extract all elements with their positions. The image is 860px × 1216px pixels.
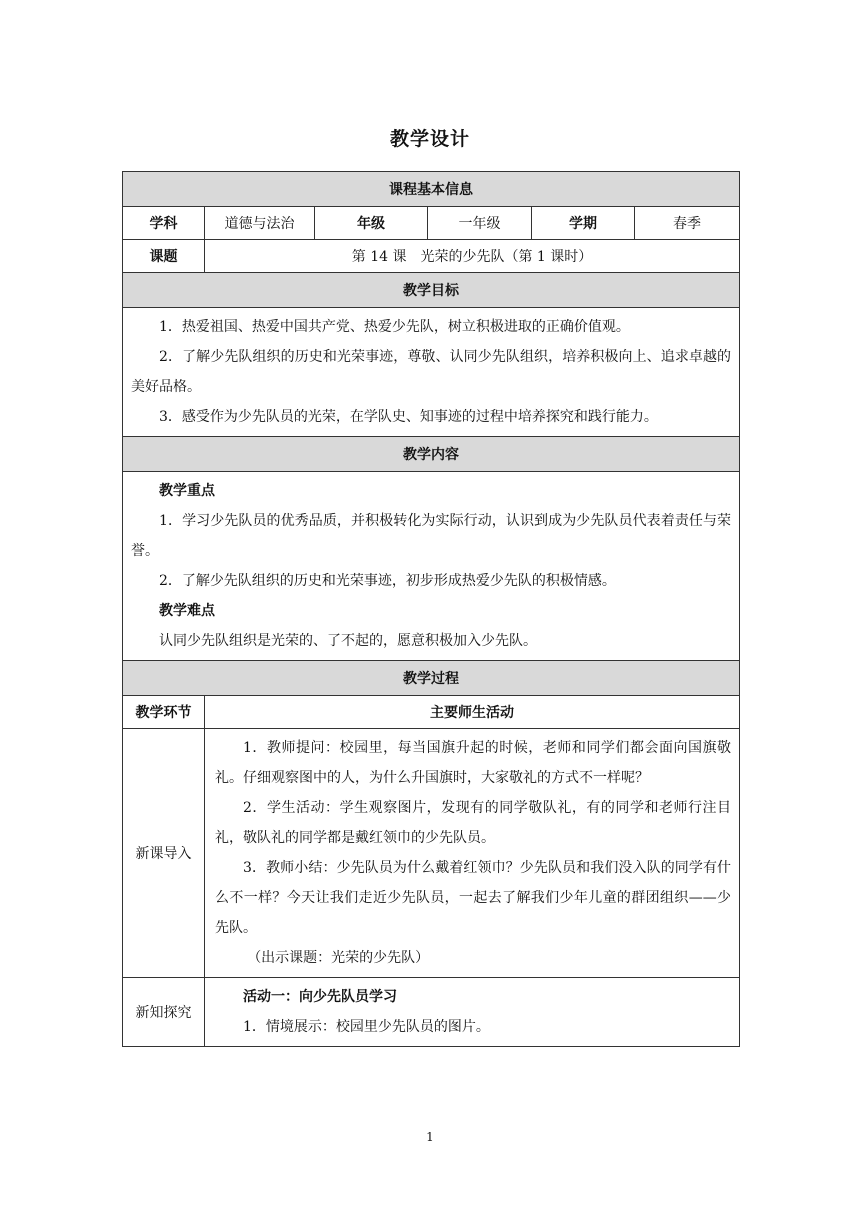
term-value: 春季 — [635, 207, 740, 240]
stage-activities-intro — [205, 729, 740, 978]
subject-label: 学科 — [123, 207, 205, 240]
stage-name-explore: 新知探究 — [123, 978, 205, 1047]
topic-value: 第 14 课 光荣的少先队（第 1 课时） — [205, 240, 740, 273]
activity-paragraph: 2．学生活动：学生观察图片，发现有的同学敬队礼，有的同学和老师行注目礼，敬队礼的同学都是戴红领巾的少先队员。 — [215, 800, 732, 846]
stage-name-intro: 新课导入 — [123, 729, 205, 978]
activity-paragraph: 3．教师小结：少先队员为什么戴着红领巾？少先队员和我们没入队的同学有什么不一样？今天让我们走近少先队员，一起去了解我们少年儿童的群团组织——少先队。 — [215, 860, 732, 936]
content-header: 教学内容 — [123, 437, 740, 472]
subject-value: 道德与法治 — [205, 207, 315, 240]
activity-title: 活动一：向少先队员学习 — [243, 989, 397, 1005]
activity-paragraph: 1．教师提问：校园里，每当国旗升起的时候，老师和同学们都会面向国旗敬礼。仔细观察图中的人，为什么升国旗时，大家敬礼的方式不一样呢？ — [215, 740, 732, 786]
key-point-item: 1．学习少先队员的优秀品质，并积极转化为实际行动，认识到成为少先队员代表着责任与荣誉。 — [131, 513, 732, 559]
content-cell — [123, 472, 740, 661]
difficult-points-title: 教学难点 — [159, 603, 215, 619]
objective-item: 2．了解少先队组织的历史和光荣事迹，尊敬、认同少先队组织，培养积极向上、追求卓越的美好品格。 — [131, 349, 732, 395]
key-points-title: 教学重点 — [159, 483, 215, 499]
activity-paragraph: （出示课题：光荣的少先队） — [247, 950, 430, 966]
stage-activities-explore — [205, 978, 740, 1047]
difficult-point-item: 认同少先队组织是光荣的、了不起的，愿意积极加入少先队。 — [159, 633, 537, 649]
document-title: 教学设计 — [389, 128, 470, 150]
page-number: 1 — [426, 1130, 434, 1144]
grade-label: 年级 — [315, 207, 428, 240]
objective-item: 3．感受作为少先队员的光荣，在学队史、知事迹的过程中培养探究和践行能力。 — [159, 409, 658, 425]
lesson-plan-table — [122, 171, 740, 1047]
basic-info-header: 课程基本信息 — [123, 172, 740, 207]
topic-label: 课题 — [123, 240, 205, 273]
objectives-cell — [123, 308, 740, 437]
key-point-item: 2．了解少先队组织的历史和光荣事迹，初步形成热爱少先队的积极情感。 — [159, 573, 616, 589]
objective-item: 1．热爱祖国、热爱中国共产党、热爱少先队，树立积极进取的正确价值观。 — [159, 319, 630, 335]
term-label: 学期 — [532, 207, 635, 240]
process-header: 教学过程 — [123, 661, 740, 696]
stage-column-header: 教学环节 — [123, 696, 205, 729]
grade-value: 一年级 — [428, 207, 532, 240]
activity-paragraph: 1．情境展示：校园里少先队员的图片。 — [243, 1019, 490, 1035]
activity-column-header: 主要师生活动 — [205, 696, 740, 729]
objectives-header: 教学目标 — [123, 273, 740, 308]
